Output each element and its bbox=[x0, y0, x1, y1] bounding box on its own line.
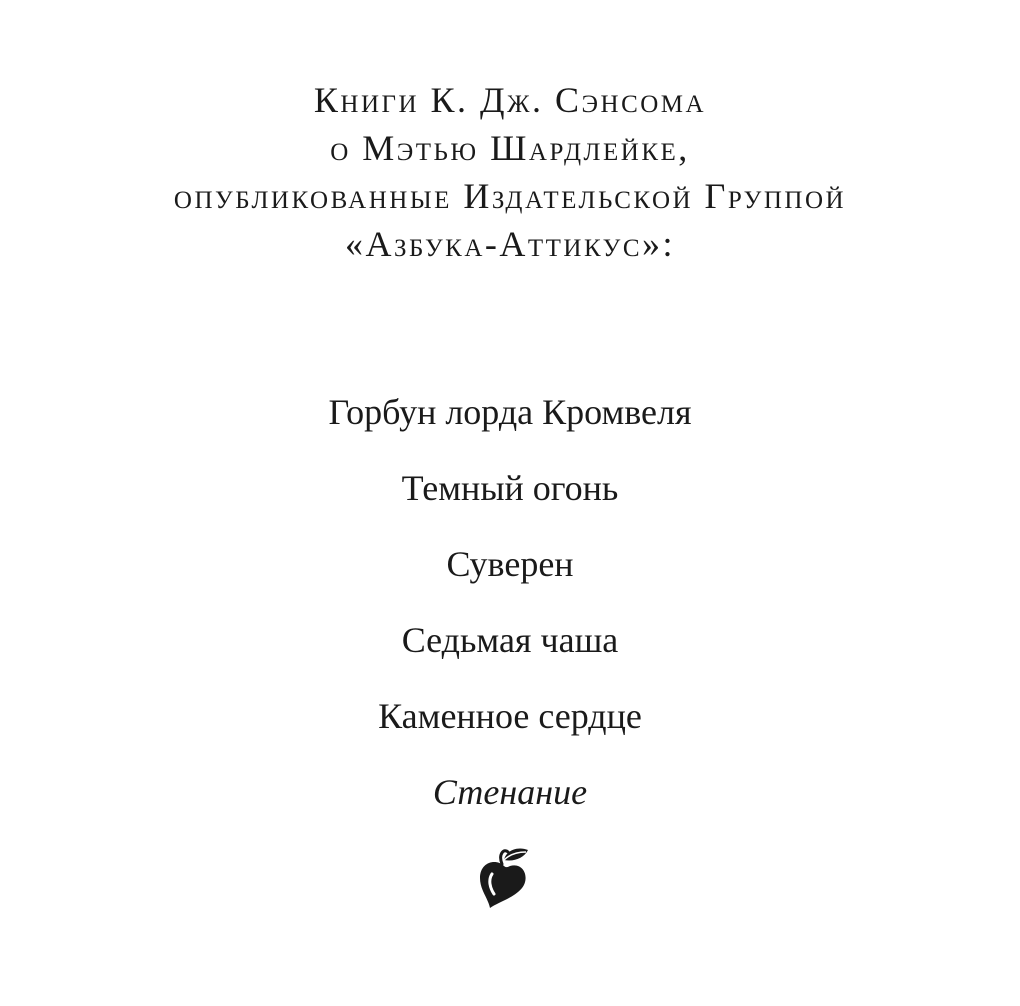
book-title: Горбун лорда Кромвеля bbox=[328, 392, 692, 432]
book-title: Суверен bbox=[446, 544, 574, 584]
heading-line-2: о Мэтью Шардлейке, bbox=[330, 128, 690, 168]
book-title: Каменное сердце bbox=[378, 696, 642, 736]
book-title-italic: Стенание bbox=[432, 772, 588, 812]
publisher-logo-icon bbox=[474, 842, 538, 912]
heading-line-3: опубликованные Издательской Группой bbox=[173, 176, 847, 216]
book-title: Седьмая чаша bbox=[401, 620, 619, 660]
heading-line-1: Книги К. Дж. Сэнсома bbox=[313, 80, 707, 120]
book-title: Темный огонь bbox=[401, 468, 619, 508]
page-heading bbox=[0, 76, 1020, 268]
book-list bbox=[0, 390, 1020, 846]
heading-line-4: «Азбука-Аттикус»: bbox=[344, 224, 676, 264]
